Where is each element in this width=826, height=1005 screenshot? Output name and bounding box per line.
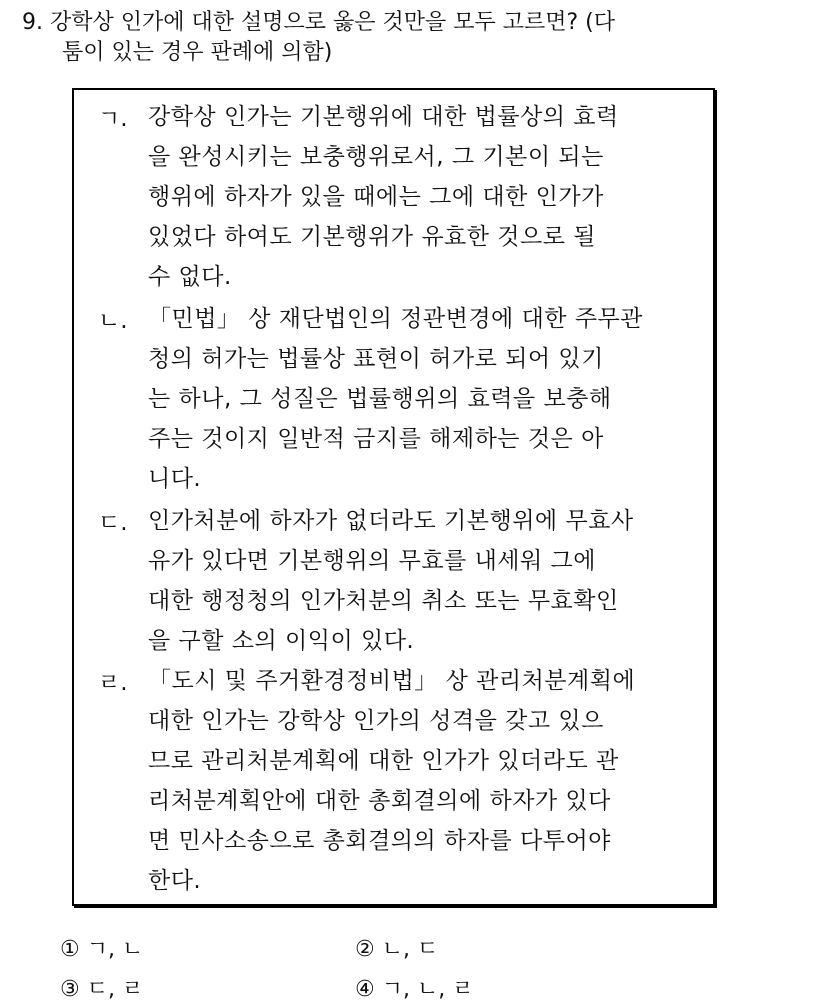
item-line: 을 구할 소의 이익이 있다. — [148, 628, 415, 654]
choice-number: ① — [60, 937, 80, 962]
item-line: 강학상 인가는 기본행위에 대한 법률상의 효력 — [148, 104, 619, 130]
choice-number: ④ — [355, 977, 375, 1002]
item-line: 행위에 하자가 있을 때에는 그에 대한 인가가 — [148, 184, 604, 210]
item-line: 「민법」 상 재단법인의 정관변경에 대한 주무관 — [148, 306, 643, 332]
item-line: 청의 허가는 법률상 표현이 허가로 되어 있기 — [148, 346, 604, 372]
item-line: 리처분계획안에 대한 총회결의에 하자가 있다 — [148, 788, 611, 814]
question-text-1: 강학상 인가에 대한 설명으로 옳은 것만을 모두 고르면? (다 — [50, 10, 616, 35]
choice-text: ㄱ, ㄴ, ㄹ — [381, 977, 474, 1002]
choice-number: ② — [355, 937, 375, 962]
item-line: 므로 관리처분계획에 대한 인가가 있더라도 관 — [148, 748, 619, 774]
item-line: 유가 있다면 기본행위의 무효를 내세워 그에 — [148, 548, 596, 574]
choice-1[interactable] — [60, 932, 143, 963]
item-line: 대한 행정청의 인가처분의 취소 또는 무효확인 — [148, 588, 619, 614]
item-line: 주는 것이지 일반적 금지를 해제하는 것은 아 — [148, 426, 604, 452]
choice-2[interactable] — [355, 932, 438, 963]
item-line: 「도시 및 주거환경정비법」 상 관리처분계획에 — [148, 668, 636, 694]
item-line: 한다. — [148, 868, 202, 894]
item-line: 는 하나, 그 성질은 법률행위의 효력을 보충해 — [148, 386, 612, 412]
item-marker: ㄴ. — [98, 308, 128, 334]
question-text-2: 툼이 있는 경우 판례에 의함) — [62, 40, 333, 65]
item-line: 을 완성시키는 보충행위로서, 그 기본이 되는 — [148, 144, 604, 170]
question-number: 9. — [22, 10, 43, 35]
item-line: 있었다 하여도 기본행위가 유효한 것으로 될 — [148, 224, 596, 250]
statement-box — [72, 88, 715, 906]
item-line: 니다. — [148, 466, 202, 492]
item-line: 면 민사소송으로 총회결의의 하자를 다투어야 — [148, 828, 611, 854]
item-line: 대한 인가는 강학상 인가의 성격을 갖고 있으 — [148, 708, 604, 734]
choice-text: ㄱ, ㄴ — [86, 937, 144, 962]
question-line-1 — [22, 8, 812, 38]
item-line: 인가처분에 하자가 없더라도 기본행위에 무효사 — [148, 508, 634, 534]
item-marker: ㄷ. — [98, 510, 128, 536]
choice-4[interactable] — [355, 972, 473, 1003]
choice-3[interactable] — [60, 972, 143, 1003]
item-line: 수 없다. — [148, 264, 232, 290]
item-marker: ㄹ. — [98, 670, 128, 696]
item-marker: ㄱ. — [98, 106, 128, 132]
choice-text: ㄴ, ㄷ — [381, 937, 439, 962]
question — [22, 8, 812, 68]
choice-number: ③ — [60, 977, 80, 1002]
choice-text: ㄷ, ㄹ — [86, 977, 144, 1002]
